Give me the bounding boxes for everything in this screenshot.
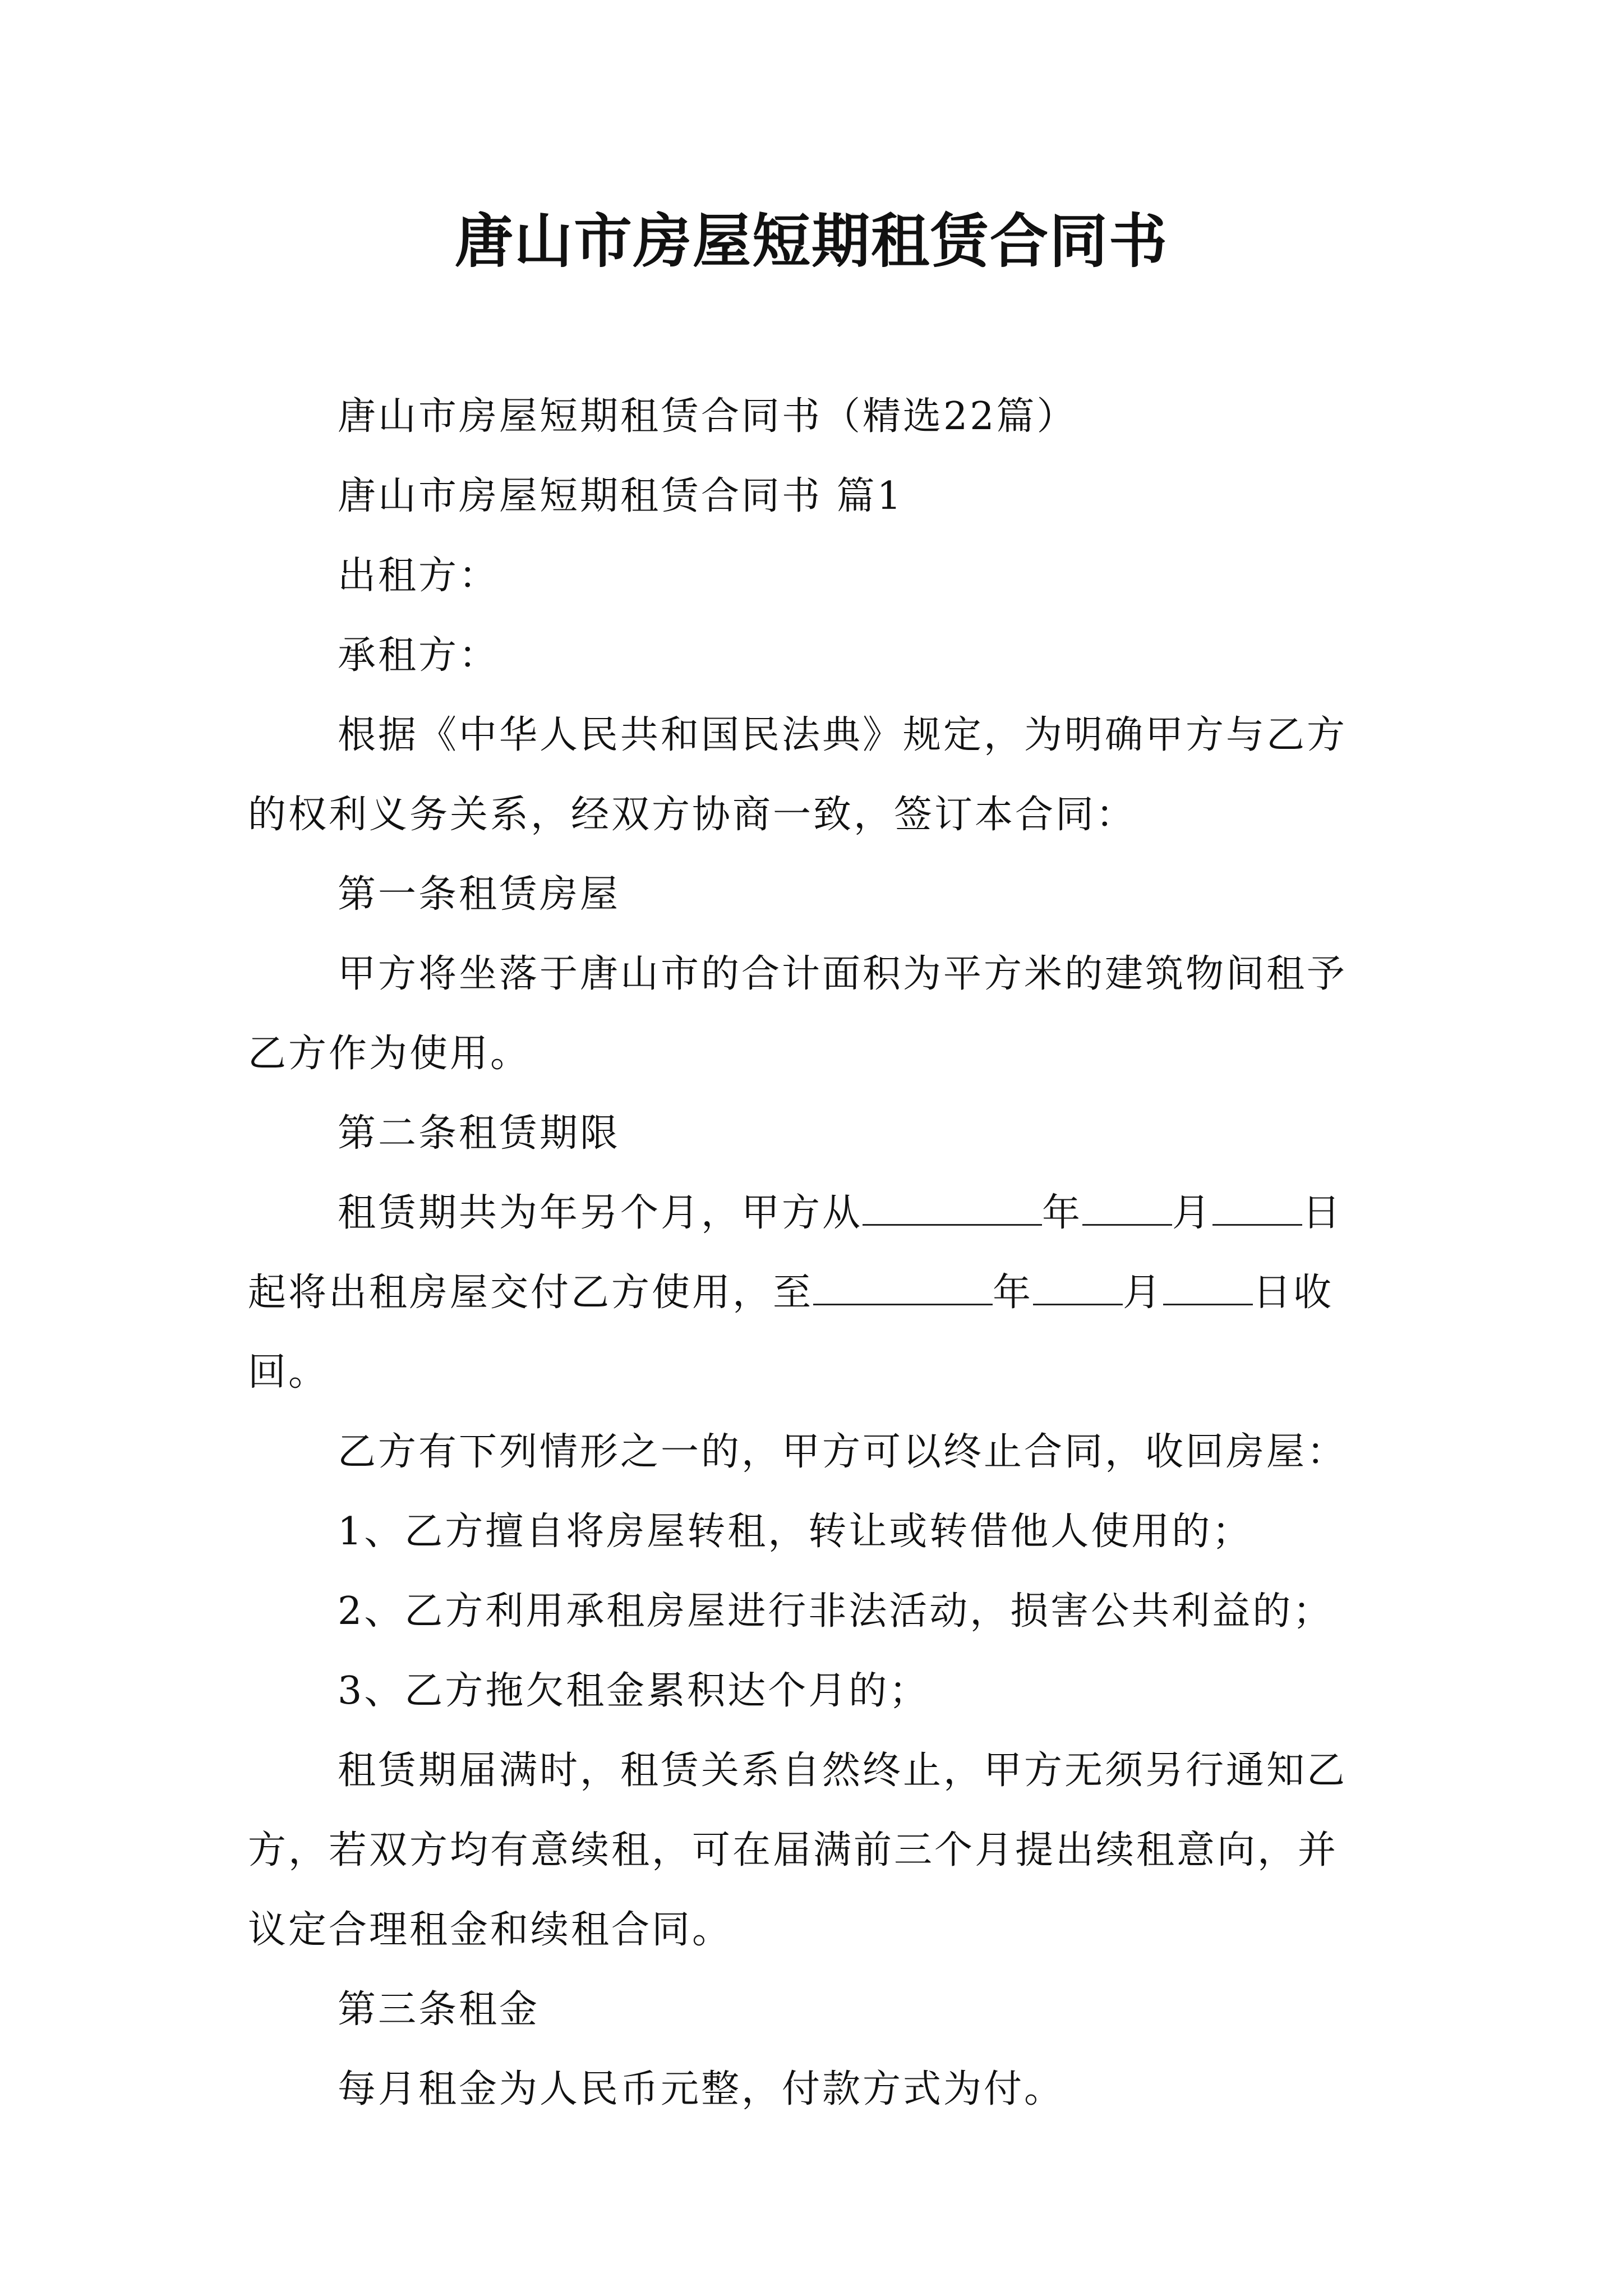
term-year-label: 年 [1042,1191,1083,1235]
paragraph-lessee: 承租方： [338,633,500,678]
paragraph-subtitle: 唐山市房屋短期租赁合同书（精选22篇） [338,394,1077,439]
term-end-month-label: 月 [1123,1271,1164,1315]
blank-end-year [813,1272,993,1305]
term-end-year-label: 年 [993,1271,1034,1315]
paragraph-termination-item-3: 3、乙方拖欠租金累积达个月的； [338,1669,930,1713]
paragraph-preamble: 根据《中华人民共和国民法典》规定，为明确甲方与乙方的权利义务关系，经双方协商一致，签订本合同： [248,713,1348,837]
blank-start-year [863,1193,1042,1226]
blank-end-day [1163,1272,1253,1305]
blank-end-month [1033,1272,1123,1305]
document-body [248,377,1375,2129]
term-text-middle: 日起将出租房屋交付乙方使用，至 [248,1191,1343,1315]
term-month-label: 月 [1172,1191,1213,1235]
paragraph-termination-intro: 乙方有下列情形之一的，甲方可以终止合同，收回房屋： [338,1430,1348,1474]
paragraph-article-1-body: 甲方将坐落于唐山市的合计面积为平方米的建筑物间租予乙方作为使用。 [248,952,1348,1076]
paragraph-termination-item-1: 1、乙方擅自将房屋转租，转让或转借他人使用的； [338,1510,1253,1554]
paragraph-lessor: 出租方： [338,554,500,598]
blank-start-month [1082,1193,1172,1226]
paragraph-article-3-heading: 第三条租金 [338,1987,540,2032]
term-text-start: 租赁期共为年另个月，甲方从 [338,1191,863,1235]
document-title: 唐山市房屋短期租赁合同书 [454,206,1168,275]
paragraph-renewal: 租赁期届满时，租赁关系自然终止，甲方无须另行通知乙方，若双方均有意续租，可在届满前三个月提出续租意向，并议定合理租金和续租合同。 [248,1749,1348,1952]
paragraph-article-3-body: 每月租金为人民币元整，付款方式为付。 [338,2067,1065,2111]
term-text-end: 日收回。 [248,1271,1334,1395]
paragraph-article-2-heading: 第二条租赁期限 [338,1111,621,1156]
paragraph-termination-item-2: 2、乙方利用承租房屋进行非法活动，损害公共利益的； [338,1589,1334,1634]
paragraph-article-1-heading: 第一条租赁房屋 [338,872,621,917]
paragraph-section-heading: 唐山市房屋短期租赁合同书 篇1 [338,474,903,518]
blank-start-day [1212,1193,1302,1226]
paragraph-article-2-term [248,1174,1375,1412]
